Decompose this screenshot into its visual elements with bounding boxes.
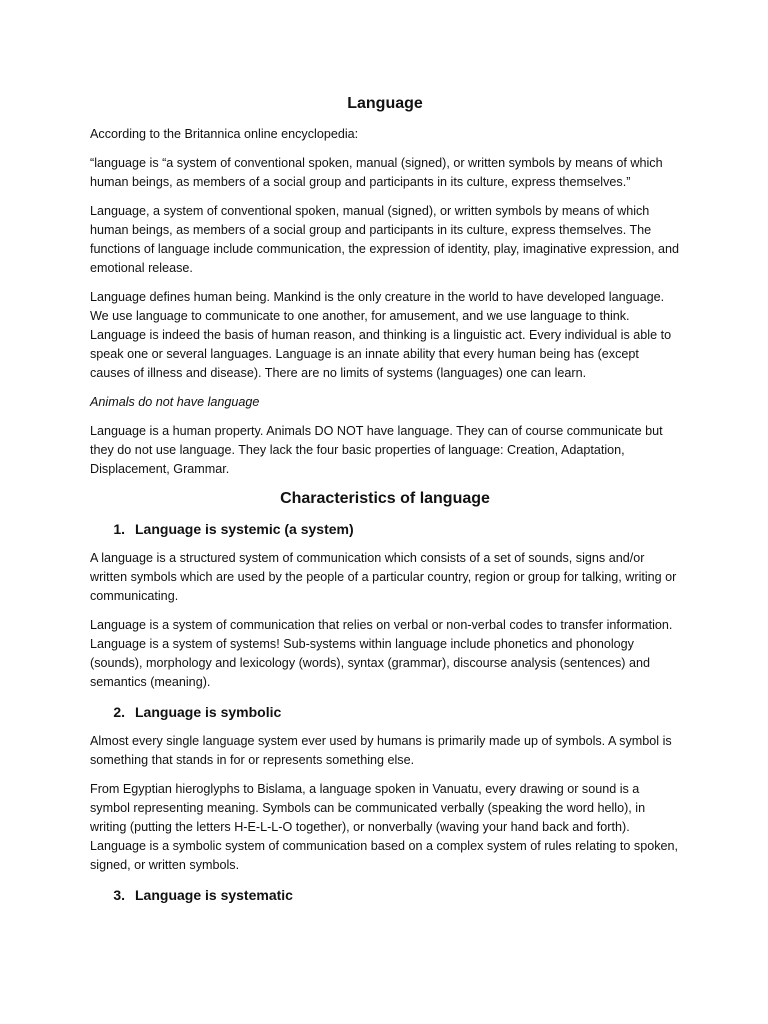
paragraph-britannica-intro: According to the Britannica online encyclopedia: (90, 127, 359, 141)
paragraph-symbolic-2: From Egyptian hieroglyphs to Bislama, a language spoken in Vanuatu, every drawing or sound is a symbol representing meaning. Symbols can be communicated verbally (speaking the word hello), in writing (putting the letters H-E-L-L-O together), or nonverbally (waving your hand back and forth). Language is a symbolic system of communication based on a complex system of rules relating to spoken, signed, or written symbols. (90, 782, 679, 872)
list-heading-text: Language is systemic (a system) (135, 521, 354, 537)
subheading-animals: Animals do not have language (90, 395, 260, 409)
list-heading-text: Language is systematic (135, 887, 293, 903)
list-heading-text: Language is symbolic (135, 704, 282, 720)
numbered-heading-1 (90, 519, 680, 539)
paragraph-language-human: Language defines human being. Mankind is the only creature in the world to have developed language. We use language to communicate to one another, for amusement, and we use language to think. Language is indeed the basis of human reason, and thinking is a linguistic act. Every individual is able to speak one or several languages. Language is an innate ability that every human being has (except causes of illness and disease). There are no limits of systems (languages) one can learn. (90, 290, 672, 380)
paragraph-language-definition: Language, a system of conventional spoken, manual (signed), or written symbols by means of which human beings, as members of a social group and participants in its culture, express themselves. The functions of language include communication, the expression of identity, play, imaginative expression, and emotional release. (90, 204, 679, 275)
list-number: 3. (113, 887, 125, 903)
paragraph-systemic-2: Language is a system of communication that relies on verbal or non-verbal codes to transfer information. Language is a system of systems! Sub-systems within language include phonetics and phonology (sounds), morphology and lexicology (words), syntax (grammar), discourse analysis (sentences) and semantics (meaning). (90, 618, 673, 689)
document-body (90, 94, 680, 915)
paragraph-symbolic-1: Almost every single language system ever used by humans is primarily made up of symbols. A symbol is something that stands in for or represents something else. (90, 734, 672, 767)
paragraph-systemic-1: A language is a structured system of communication which consists of a set of sounds, signs and/or written symbols which are used by the people of a particular country, region or group for talking, writing or communicating. (90, 551, 677, 603)
section-title-characteristics: Characteristics of language (280, 490, 490, 507)
numbered-heading-3 (90, 885, 680, 905)
paragraph-britannica-quote: “language is “a system of conventional spoken, manual (signed), or written symbols by means of which human beings, as members of a social group and participants in its culture, express themselves.” (90, 156, 663, 189)
document-title: Language (347, 95, 423, 112)
paragraph-animals: Language is a human property. Animals DO NOT have language. They can of course communicate but they do not use language. They lack the four basic properties of language: Creation, Adaptation, Displacement, Grammar. (90, 424, 663, 476)
list-number: 2. (113, 704, 125, 720)
list-number: 1. (113, 521, 125, 537)
numbered-heading-2 (90, 702, 680, 722)
